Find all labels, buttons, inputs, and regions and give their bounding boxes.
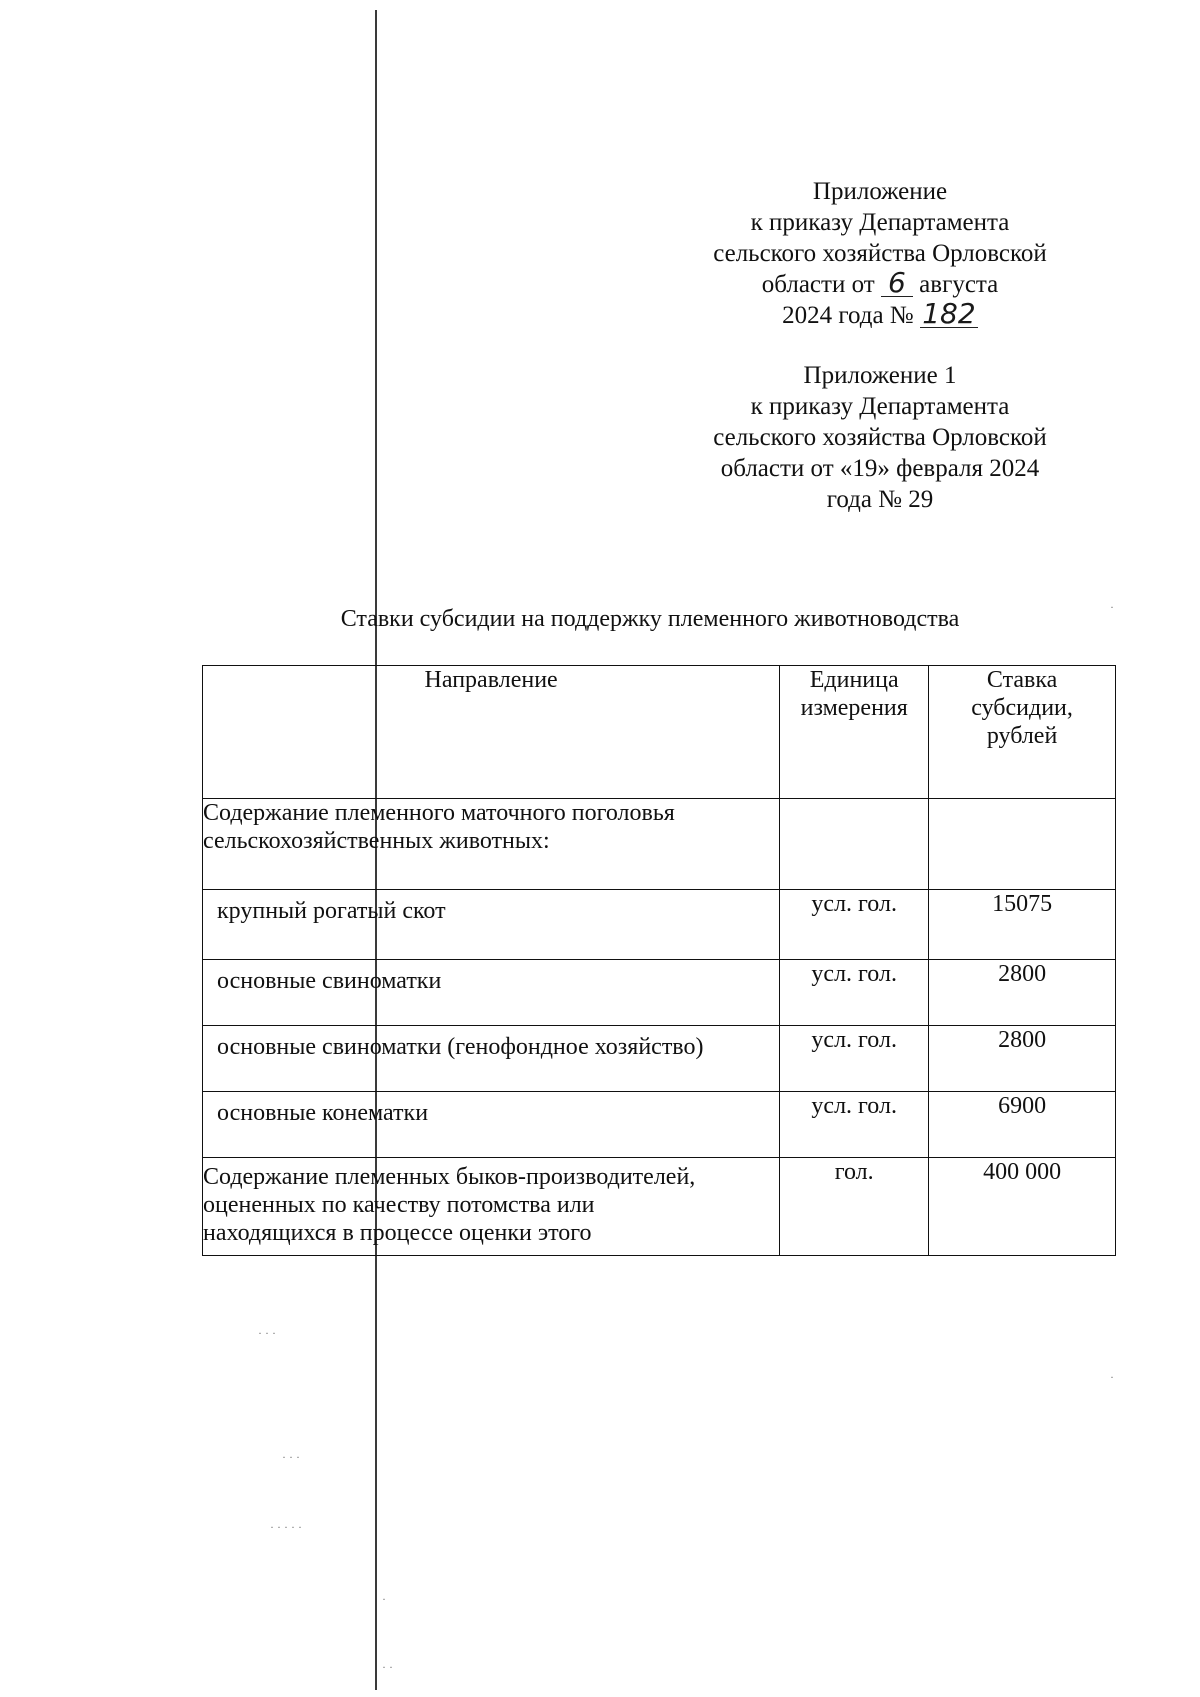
appendix-date-prefix: области от	[761, 271, 875, 298]
document-page: Приложение к приказу Департамента сельского хозяйства Орловской области от 6 августа 2024 года № 182 Приложение 1 к приказу Департамента сельского хозяйства Орловской области от «19» февраля 2024 года № 29 Ставки субсидии на поддержку племенного животноводства Направление Единица измерения Ставка субсидии, рублей Содержание племенного маточного поголовья сельскохозяйственных животных: крупный рогатый скот усл. гол. 15075 основные свиноматки усл. гол. 2800 основные свиноматки (генофондное хозяйство) усл. гол. 2800 основные конематки усл. гол. 6900 Содержание племенных быков-производителей, оцененных по качеству потомства или находящихся в процессе оценки этого гол. 400 000 · · · · · · · · · · · · · · · ·	[0, 0, 1200, 1697]
appendix-line: к приказу Департамента	[750, 209, 1010, 236]
appendix-date-month: августа	[919, 271, 999, 298]
document-title: Ставки субсидии на поддержку племенного животноводства	[340, 606, 960, 632]
cell-direction-text: Содержание племенного маточного поголовья	[203, 800, 675, 826]
table-row	[203, 890, 1116, 960]
appendix-header-original	[660, 360, 1100, 515]
cell-unit: гол.	[780, 1158, 929, 1256]
header-direction-label: Направление	[424, 667, 558, 693]
cell-unit: усл. гол.	[780, 960, 929, 1026]
header-rate-label: рублей	[986, 723, 1058, 749]
cell-direction-text: находящихся в процессе оценки этого	[203, 1220, 592, 1246]
handwritten-day: 6	[881, 270, 913, 297]
cell-unit: усл. гол.	[780, 1092, 929, 1158]
table-row	[203, 799, 1116, 890]
appendix-line: области от «19» февраля 2024	[720, 455, 1040, 482]
table-header-row	[203, 666, 1116, 799]
cell-unit: усл. гол.	[780, 1026, 929, 1092]
header-unit-label: Единица	[809, 667, 899, 693]
appendix-date-line	[660, 266, 1100, 300]
table-row	[203, 1092, 1116, 1158]
cell-rate: 6900	[929, 1092, 1116, 1158]
appendix-line: сельского хозяйства Орловской	[713, 424, 1047, 451]
appendix-header-current	[660, 176, 1100, 331]
header-rate-label: Ставка	[986, 667, 1058, 693]
cell-rate: 400 000	[929, 1158, 1116, 1256]
header-rate-label: субсидии,	[971, 695, 1073, 721]
header-unit	[780, 666, 929, 799]
cell-direction	[203, 799, 780, 890]
cell-rate: 2800	[929, 960, 1116, 1026]
appendix-number-line	[660, 297, 1100, 331]
subsidy-rates-table	[202, 665, 1116, 1256]
table-row	[203, 1158, 1116, 1256]
header-direction	[203, 666, 780, 799]
appendix-title: Приложение	[812, 178, 948, 205]
cell-rate: 15075	[929, 890, 1116, 960]
header-rate	[929, 666, 1116, 799]
appendix-line: года № 29	[826, 486, 934, 513]
cell-direction: основные свиноматки	[203, 960, 780, 1026]
cell-unit: усл. гол.	[780, 890, 929, 960]
cell-direction-text: сельскохозяйственных животных:	[203, 828, 550, 854]
appendix-line: сельского хозяйства Орловской	[713, 240, 1047, 267]
cell-direction-text: Содержание племенных быков-производителей,	[203, 1164, 696, 1190]
appendix-number-prefix: 2024 года №	[782, 302, 914, 329]
appendix-title: Приложение 1	[803, 362, 957, 389]
cell-direction: основные свиноматки (генофондное хозяйство)	[203, 1026, 780, 1092]
cell-rate: 2800	[929, 1026, 1116, 1092]
table-row	[203, 1026, 1116, 1092]
cell-direction: крупный рогатый скот	[203, 890, 780, 960]
cell-unit	[780, 799, 929, 890]
cell-rate	[929, 799, 1116, 890]
appendix-line: к приказу Департамента	[750, 393, 1010, 420]
cell-direction	[203, 1158, 780, 1256]
table-row	[203, 960, 1116, 1026]
cell-direction-text: оцененных по качеству потомства или	[203, 1192, 595, 1218]
cell-direction: основные конематки	[203, 1092, 780, 1158]
header-unit-label: измерения	[800, 695, 908, 721]
handwritten-number: 182	[920, 301, 978, 328]
